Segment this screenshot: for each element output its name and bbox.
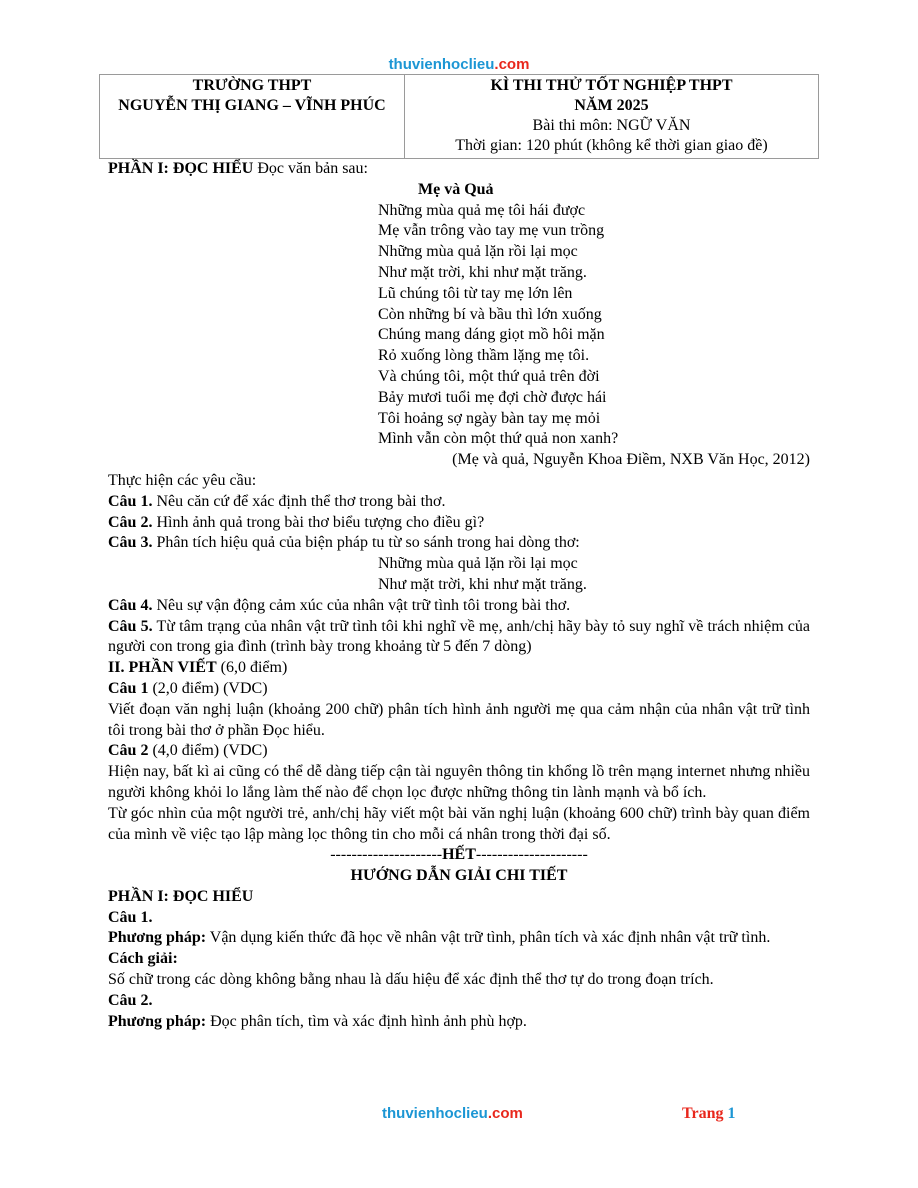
quote-line: Như mặt trời, khi như mặt trăng. <box>378 575 587 593</box>
writing-q2-heading <box>108 741 810 762</box>
site-watermark-top[interactable] <box>0 56 918 73</box>
guide-part1 <box>108 887 810 908</box>
exam-year: NĂM 2025 <box>574 97 649 114</box>
page-number <box>682 1105 735 1123</box>
question-3 <box>108 533 810 554</box>
school-line-1: TRƯỜNG THPT <box>192 77 312 94</box>
writing-q1-label: Câu 1 <box>108 679 149 697</box>
exam-header-table <box>99 74 819 159</box>
part2-points: (6,0 điểm) <box>216 659 288 677</box>
poem-line: Rỏ xuống lòng thầm lặng mẹ tôi. <box>378 347 590 365</box>
guide-c2-method <box>108 1012 810 1033</box>
exam-subject: Bài thi môn: NGỮ VĂN <box>532 117 691 134</box>
guide-c1 <box>108 908 810 929</box>
question-4 <box>108 596 810 617</box>
exam-time: Thời gian: 120 phút (không kể thời gian giao đề) <box>455 137 768 154</box>
school-line-2: NGUYỄN THỊ GIANG – VĨNH PHÚC <box>118 97 386 114</box>
exam-cell <box>405 75 819 159</box>
end-dashes-right: --------------------- <box>475 846 588 864</box>
requirements-label: Thực hiện các yêu cầu: <box>108 471 257 489</box>
question-2-text: Hình ảnh quả trong bài thơ biểu tượng cho điều gì? <box>152 513 485 531</box>
poem-line: Và chúng tôi, một thứ quả trên đời <box>378 367 600 385</box>
part1-intro: Đọc văn bản sau: <box>253 160 368 177</box>
poem-line: Bảy mươi tuổi mẹ đợi chờ được hái <box>378 388 607 406</box>
poem-line: Lũ chúng tôi từ tay mẹ lớn lên <box>378 284 573 302</box>
question-2 <box>108 513 810 534</box>
page-label: Trang <box>682 1105 724 1122</box>
writing-q1-heading <box>108 679 810 700</box>
end-label: HẾT <box>442 846 476 864</box>
poem-line: Như mặt trời, khi như mặt trăng. <box>378 263 587 281</box>
poem-line: Những mùa quả mẹ tôi hái được <box>378 201 586 219</box>
question-5 <box>108 617 810 659</box>
part1-heading: PHẦN I: ĐỌC HIỂU <box>108 160 254 177</box>
guide-c1-solution-heading <box>108 949 810 970</box>
site-name-bottom: thuvienhoclieu <box>382 1105 488 1122</box>
guide-c1-solution-text: Số chữ trong các dòng không bằng nhau là dấu hiệu để xác định thể thơ tự do trong đoạn trích. <box>108 971 714 989</box>
poem-source: (Mẹ và quả, Nguyễn Khoa Điềm, NXB Văn Học, 2012) <box>452 451 810 469</box>
part1-heading-line <box>108 159 810 180</box>
poem-line: Những mùa quả lặn rồi lại mọc <box>378 243 578 261</box>
question-3-label: Câu 3. <box>108 534 153 552</box>
site-tld: .com <box>494 56 530 73</box>
writing-q1-text: Viết đoạn văn nghị luận (khoảng 200 chữ) phân tích hình ảnh người mẹ qua cảm nhận của nhân vật trữ tình tôi trong bài thơ ở phần Đọc hiểu. <box>108 700 810 739</box>
guide-c2-label: Câu 2. <box>108 991 153 1009</box>
guide-c2 <box>108 991 810 1012</box>
end-marker <box>108 845 810 866</box>
guide-title: HƯỚNG DẪN GIẢI CHI TIẾT <box>350 867 568 885</box>
writing-q2-meta: (4,0 điểm) (VDC) <box>148 742 268 760</box>
guide-c1-method-label: Phương pháp: <box>108 929 207 947</box>
exam-body <box>108 159 810 1032</box>
question-1-text: Nêu căn cứ để xác định thể thơ trong bài thơ. <box>152 492 446 510</box>
poem-line: Còn những bí và bầu thì lớn xuống <box>378 305 602 323</box>
end-dashes-left: --------------------- <box>330 846 443 864</box>
question-2-label: Câu 2. <box>108 513 153 531</box>
site-name: thuvienhoclieu <box>388 56 495 73</box>
guide-c1-label: Câu 1. <box>108 908 153 926</box>
question-1 <box>108 492 810 513</box>
writing-q2-text-1: Hiện nay, bất kì ai cũng có thể dễ dàng tiếp cận tài nguyên thông tin khổng lồ trên mạng internet nhưng nhiều người không khỏi lo lắng làm thế nào để chọn lọc được những thông tin lành mạnh và bổ ích. <box>108 763 810 801</box>
part2-heading: II. PHẦN VIẾT <box>108 659 217 677</box>
page-number-value: 1 <box>727 1105 736 1122</box>
site-watermark-bottom[interactable] <box>382 1105 523 1122</box>
question-5-text: Từ tâm trạng của nhân vật trữ tình tôi khi nghĩ về mẹ, anh/chị hãy bày tỏ suy nghĩ về trách nhiệm của người con trong gia đình (trình bày trong khoảng từ 5 đến 7 dòng) <box>108 617 811 656</box>
guide-c1-method-text: Vận dụng kiến thức đã học về nhân vật trữ tình, phân tích và xác định nhân vật trữ tình. <box>206 929 771 947</box>
guide-c2-method-label: Phương pháp: <box>108 1012 207 1030</box>
guide-part1-heading: PHẦN I: ĐỌC HIỂU <box>108 887 254 905</box>
exam-title: KÌ THI THỬ TỐT NGHIỆP THPT <box>490 77 733 94</box>
question-3-quote <box>108 554 810 596</box>
poem-line: Tôi hoảng sợ ngày bàn tay mẹ mỏi <box>378 409 601 427</box>
poem-title: Mẹ và Quả <box>418 180 494 198</box>
question-1-label: Câu 1. <box>108 492 153 510</box>
question-3-text: Phân tích hiệu quả của biện pháp tu từ so sánh trong hai dòng thơ: <box>152 534 580 552</box>
quote-line: Những mùa quả lặn rồi lại mọc <box>378 555 578 573</box>
poem-line: Mẹ vẫn trông vào tay mẹ vun trồng <box>378 222 605 240</box>
writing-q1-meta: (2,0 điểm) (VDC) <box>148 679 268 697</box>
poem-line: Mình vẫn còn một thứ quả non xanh? <box>378 430 619 448</box>
question-5-label: Câu 5. <box>108 617 153 635</box>
part2-heading-line <box>108 658 810 679</box>
question-4-label: Câu 4. <box>108 596 153 614</box>
school-cell <box>100 75 405 159</box>
poem <box>108 201 810 451</box>
poem-line: Chúng mang dáng giọt mồ hôi mặn <box>378 326 605 344</box>
question-4-text: Nêu sự vận động cảm xúc của nhân vật trữ tình tôi trong bài thơ. <box>152 596 571 614</box>
site-tld-bottom: .com <box>487 1105 523 1122</box>
guide-c1-method <box>108 928 810 949</box>
guide-c2-method-text: Đọc phân tích, tìm và xác định hình ảnh phù hợp. <box>206 1012 527 1030</box>
writing-q2-label: Câu 2 <box>108 742 149 760</box>
writing-q2-text-2: Từ góc nhìn của một người trẻ, anh/chị hãy viết một bài văn nghị luận (khoảng 600 chữ) trình bày quan điểm của mình về việc tạo lập màng lọc thông tin cho mỗi cá nhân trong thời đại số. <box>108 804 810 843</box>
guide-c1-solution-label: Cách giải: <box>108 950 178 968</box>
